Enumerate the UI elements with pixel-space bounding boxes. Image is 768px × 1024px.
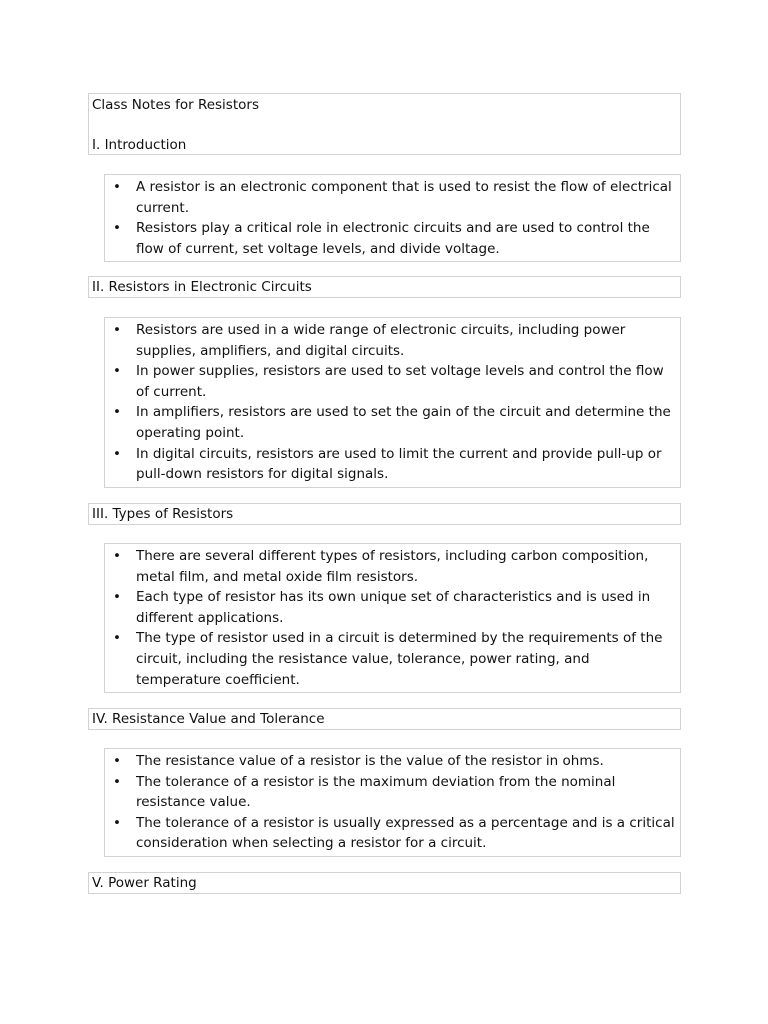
- section-2-heading-box: [88, 276, 681, 298]
- list-item: • There are several different types of resistors, including carbon composition, metal film, and metal oxide film resistors.: [105, 546, 676, 587]
- list-item: • The type of resistor used in a circuit is determined by the requirements of the circuit, including the resistance value, tolerance, power rating, and temperature coefficient.: [105, 628, 676, 690]
- title-block: [88, 93, 681, 155]
- section-4-list-box: [104, 748, 681, 857]
- list-item: • The tolerance of a resistor is the maximum deviation from the nominal resistance value.: [105, 772, 676, 813]
- section-1-bullets: [105, 177, 676, 259]
- section-heading-2: II. Resistors in Electronic Circuits: [92, 279, 312, 295]
- section-5-heading-box: [88, 872, 681, 894]
- section-4-heading-box: [88, 708, 681, 730]
- list-item: • Each type of resistor has its own unique set of characteristics and is used in different applications.: [105, 587, 676, 628]
- list-item: • A resistor is an electronic component that is used to resist the flow of electrical current.: [105, 177, 676, 218]
- list-item: • In amplifiers, resistors are used to set the gain of the circuit and determine the operating point.: [105, 402, 676, 443]
- section-2-list-box: [104, 317, 681, 488]
- list-item: • Resistors are used in a wide range of electronic circuits, including power supplies, amplifiers, and digital circuits.: [105, 320, 676, 361]
- list-item: • In power supplies, resistors are used to set voltage levels and control the flow of current.: [105, 361, 676, 402]
- section-4-bullets: [105, 751, 676, 854]
- section-2-bullets: [105, 320, 676, 485]
- list-item: • In digital circuits, resistors are used to limit the current and provide pull-up or pull-down resistors for digital signals.: [105, 444, 676, 485]
- section-heading-5: V. Power Rating: [92, 875, 197, 891]
- spacer: [92, 115, 680, 135]
- list-item: • The tolerance of a resistor is usually expressed as a percentage and is a critical consideration when selecting a resistor for a circuit.: [105, 813, 676, 854]
- document-title: Class Notes for Resistors: [92, 97, 259, 113]
- section-heading-3: III. Types of Resistors: [92, 506, 234, 522]
- section-3-heading-box: [88, 503, 681, 525]
- list-item: • The resistance value of a resistor is the value of the resistor in ohms.: [105, 751, 676, 772]
- list-item: • Resistors play a critical role in electronic circuits and are used to control the flow of current, set voltage levels, and divide voltage.: [105, 218, 676, 259]
- section-heading-1: I. Introduction: [92, 137, 187, 153]
- section-heading-4: IV. Resistance Value and Tolerance: [92, 711, 325, 727]
- section-3-list-box: [104, 543, 681, 693]
- section-1-list-box: [104, 174, 681, 262]
- section-3-bullets: [105, 546, 676, 690]
